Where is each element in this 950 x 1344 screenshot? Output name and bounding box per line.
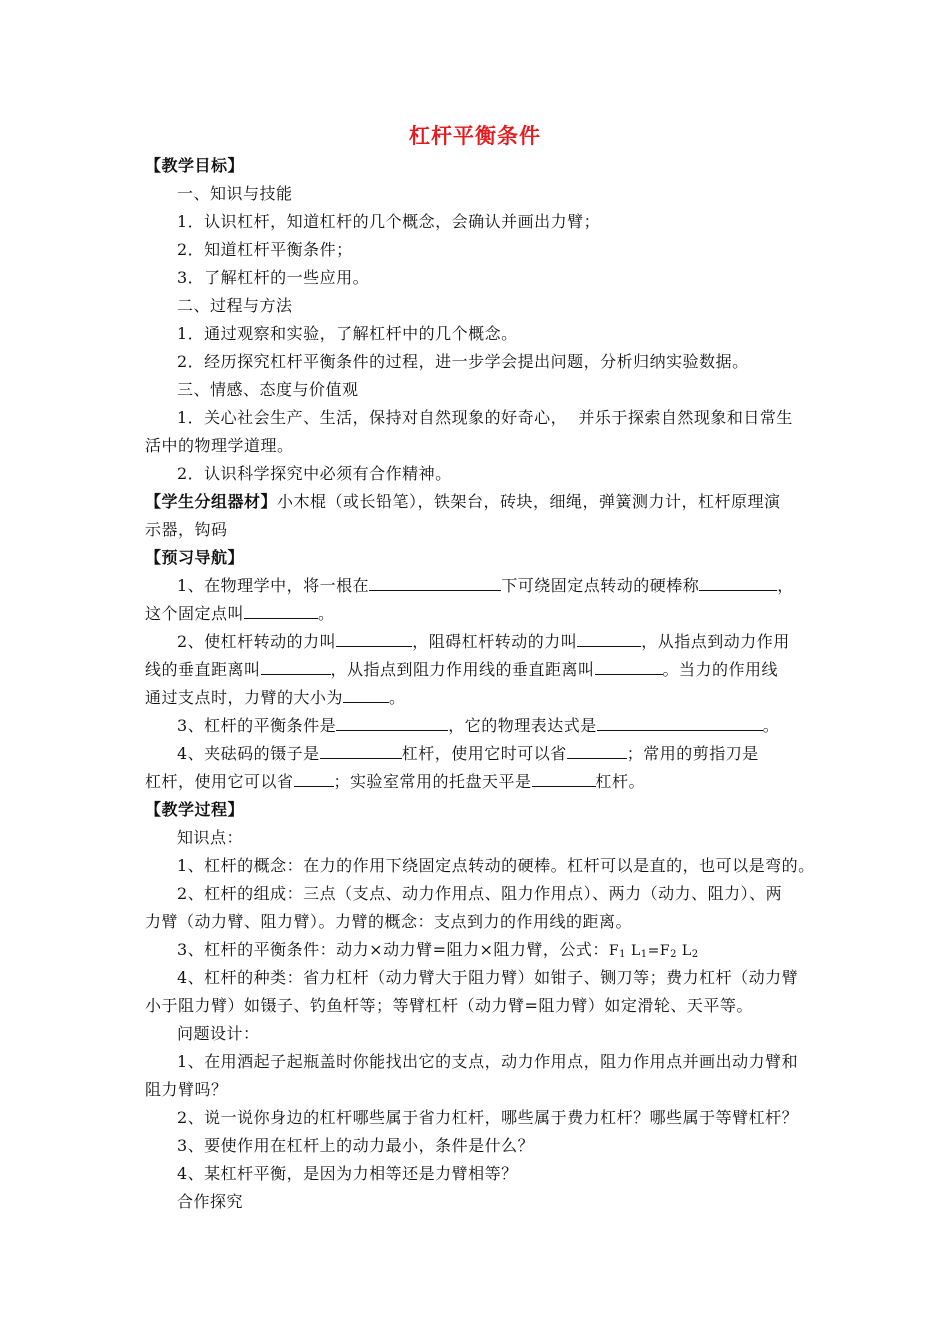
q3-text-a: 3、杠杆的平衡条件是 xyxy=(177,716,337,735)
goal-section-emotion: 三、情感、态度与价值观 xyxy=(177,380,359,399)
preview-q3 xyxy=(177,715,857,737)
materials-line1 xyxy=(145,491,825,513)
fill-blank[interactable] xyxy=(369,576,501,591)
document-title: 杠杆平衡条件 xyxy=(409,124,541,148)
q4-text-f: 杠杆。 xyxy=(595,772,646,791)
formula-sub: 1 xyxy=(619,949,626,960)
q1-text-c: ， xyxy=(777,576,794,595)
q1-text-b: 下可绕固定点转动的硬棒称 xyxy=(501,576,700,595)
fill-blank[interactable] xyxy=(343,688,389,703)
formula-part: L xyxy=(626,943,641,959)
knowledge-point-4-line2: 小于阻力臂）如镊子、钓鱼杆等；等臂杠杆（动力臂=阻力臂）如定滑轮、天平等。 xyxy=(145,996,753,1015)
goal-knowledge-1: 1．认识杠杆，知道杠杆的几个概念，会确认并画出力臂； xyxy=(177,212,601,231)
q2-text-f: 。当力的作用线 xyxy=(662,660,779,679)
heading-preview: 【预习导航】 xyxy=(145,548,245,567)
heading-teaching-goals: 【教学目标】 xyxy=(145,156,245,175)
fill-blank[interactable] xyxy=(244,604,318,619)
q4-text-b: 杠杆，使用它时可以省 xyxy=(401,744,567,763)
formula-sub: 1 xyxy=(640,949,648,960)
fill-blank[interactable] xyxy=(532,772,596,787)
preview-q2-line2 xyxy=(145,659,825,681)
formula-sub: 2 xyxy=(691,949,699,960)
fill-blank[interactable] xyxy=(699,576,777,591)
goal-emotion-1-line2: 活中的物理学道理。 xyxy=(145,436,294,455)
q2-text-c: ，从指点到动力作用 xyxy=(641,632,790,651)
preview-q2-line1 xyxy=(177,631,857,653)
q2-text-h: 。 xyxy=(389,688,406,707)
goal-section-process: 二、过程与方法 xyxy=(177,296,293,315)
q1-text-d: 这个固定点叫 xyxy=(145,604,245,623)
q4-text-e: ；实验室常用的托盘天平是 xyxy=(333,772,532,791)
preview-q4-line1 xyxy=(177,743,857,765)
design-question-1-line2: 阻力臂吗？ xyxy=(145,1080,228,1099)
fill-blank[interactable] xyxy=(294,772,334,787)
goal-knowledge-2: 2．知道杠杆平衡条件； xyxy=(177,240,353,259)
q3-text-b: ，它的物理表达式是 xyxy=(448,716,597,735)
goal-knowledge-3: 3．了解杠杆的一些应用。 xyxy=(177,268,370,287)
knowledge-point-2-line2: 力臂（动力臂、阻力臂）。力臂的概念：支点到力的作用线的距离。 xyxy=(145,912,633,931)
formula-part: =F xyxy=(647,943,671,959)
design-question-4: 4、某杠杆平衡，是因为力相等还是力臂相等？ xyxy=(177,1164,518,1183)
design-question-1-line1: 1、在用酒起子起瓶盖时你能找出它的支点，动力作用点，阻力作用点并画出动力臂和 xyxy=(177,1052,799,1071)
q2-text-g: 通过支点时，力臂的大小为 xyxy=(145,688,344,707)
q3-text-c: 。 xyxy=(762,716,780,735)
knowledge-point-3 xyxy=(177,939,857,966)
heading-teaching-process: 【教学过程】 xyxy=(145,800,245,819)
materials-line2: 示器，钩码 xyxy=(145,520,228,539)
fill-blank[interactable] xyxy=(336,632,412,647)
fill-blank[interactable] xyxy=(595,660,663,675)
lever-formula xyxy=(609,943,699,959)
formula-sub: 2 xyxy=(670,949,677,960)
q2-text-a: 2、使杠杆转动的力叫 xyxy=(177,632,337,651)
fill-blank[interactable] xyxy=(597,716,763,731)
preview-q4-line2 xyxy=(145,771,825,793)
knowledge-point-2-line1: 2、杠杆的组成：三点（支点、动力作用点、阻力作用点）、两力（动力、阻力）、两 xyxy=(177,884,783,903)
question-design-label: 问题设计： xyxy=(177,1024,260,1043)
formula-part: F xyxy=(608,943,620,959)
q4-text-a: 4、夹砝码的镊子是 xyxy=(177,744,320,763)
goal-process-1: 1．通过观察和实验，了解杠杆中的几个概念。 xyxy=(177,324,518,343)
preview-q2-line3 xyxy=(145,687,825,709)
formula-part: L xyxy=(676,943,692,959)
knowledge-label: 知识点： xyxy=(177,828,244,847)
goal-emotion-1-line1: 1．关心社会生产、生活，保持对自然现象的好奇心， 并乐于探索自然现象和日常生 xyxy=(177,408,793,427)
design-question-3: 3、要使作用在杠杆上的动力最小，条件是什么？ xyxy=(177,1136,535,1155)
q2-text-e: ，从指点到阻力作用线的垂直距离叫 xyxy=(330,660,595,679)
cooperative-inquiry-label: 合作探究 xyxy=(177,1192,244,1211)
kp3-text: 3、杠杆的平衡条件：动力×动力臂=阻力×阻力臂，公式： xyxy=(177,940,609,959)
q4-text-d: 杠杆，使用它可以省 xyxy=(145,772,294,791)
fill-blank[interactable] xyxy=(336,716,448,731)
fill-blank[interactable] xyxy=(567,744,627,759)
fill-blank[interactable] xyxy=(577,632,641,647)
knowledge-point-4-line1: 4、杠杆的种类：省力杠杆（动力臂大于阻力臂）如钳子、铡刀等；费力杠杆（动力臂 xyxy=(177,968,799,987)
knowledge-point-1: 1、杠杆的概念：在力的作用下绕固定点转动的硬棒。杠杆可以是直的，也可以是弯的。 xyxy=(177,856,815,875)
q1-text-e: 。 xyxy=(318,604,335,623)
preview-q1-line1 xyxy=(177,575,857,597)
fill-blank[interactable] xyxy=(320,744,402,759)
goal-section-knowledge: 一、知识与技能 xyxy=(177,184,293,203)
q4-text-c: ；常用的剪指刀是 xyxy=(626,744,759,763)
materials-text: 小木棍（或长铅笔），铁架台，砖块，细绳，弹簧测力计，杠杆原理演 xyxy=(277,492,781,511)
goal-emotion-2: 2．认识科学探究中必须有合作精神。 xyxy=(177,464,452,483)
design-question-2: 2、说一说你身边的杠杆哪些属于省力杠杆，哪些属于费力杠杆？哪些属于等臂杠杆？ xyxy=(177,1108,799,1127)
goal-process-2: 2．经历探究杠杆平衡条件的过程，进一步学会提出问题，分析归纳实验数据。 xyxy=(177,352,749,371)
preview-q1-line2 xyxy=(145,603,825,625)
q2-text-d: 线的垂直距离叫 xyxy=(145,660,261,679)
heading-materials: 【学生分组器材】 xyxy=(145,492,278,511)
q1-text-a: 1、在物理学中，将一根在 xyxy=(177,576,370,595)
q2-text-b: ，阻碍杠杆转动的力叫 xyxy=(412,632,578,651)
fill-blank[interactable] xyxy=(261,660,331,675)
